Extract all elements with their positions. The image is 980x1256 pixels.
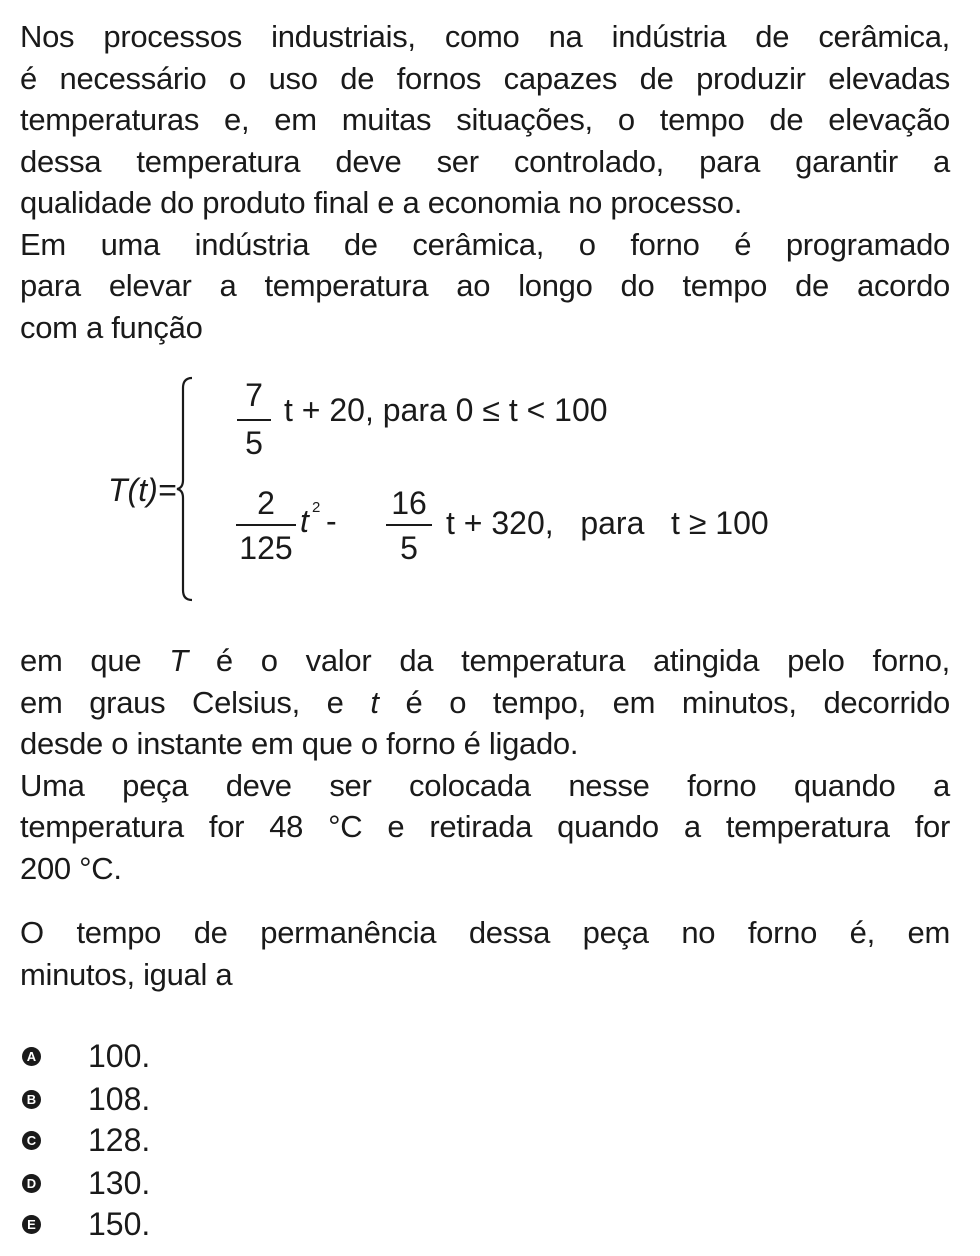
row1-expression (284, 394, 608, 426)
exponent: 2 (312, 499, 321, 516)
text-line (20, 682, 950, 724)
text-line: 200 °C. (20, 850, 122, 886)
fraction-bar (237, 419, 271, 421)
brace-icon (176, 376, 196, 602)
text-line: desde o instante em que o forno é ligado. (20, 726, 579, 761)
text-line (20, 640, 950, 682)
question-paragraph (20, 912, 950, 995)
text: é o tempo, em minutos, decorrido (378, 684, 950, 720)
text-line: para elevar a temperatura ao longo do tempo de acordo (20, 268, 950, 303)
row2-text: t + 320, para t ≥ 100 (446, 505, 769, 541)
text-line: minutos, igual a (20, 956, 233, 992)
option-letter-badge: B (22, 1090, 41, 1109)
text: em graus Celsius, e (20, 684, 371, 720)
fraction-numerator: 2 (257, 485, 275, 521)
intro-paragraph (20, 16, 950, 348)
text-line: temperatura for 48 °C e retirada quando a temperatura for (20, 809, 950, 844)
option-b[interactable] (22, 1079, 151, 1119)
option-a[interactable] (22, 1036, 151, 1076)
fraction-denominator: 125 (239, 530, 293, 566)
option-text: 108. (88, 1080, 151, 1117)
minus-sign: - (326, 503, 337, 539)
option-text: 130. (88, 1164, 151, 1201)
option-text: 150. (88, 1205, 151, 1242)
fraction-denominator: 5 (400, 530, 418, 566)
option-letter-badge: A (22, 1047, 41, 1066)
option-text: 100. (88, 1037, 151, 1074)
text-line: temperaturas e, em muitas situações, o tempo de elevação (20, 102, 950, 137)
variable-t: t (370, 684, 379, 720)
formula-lhs: T(t)= (108, 472, 177, 508)
text-line: qualidade do produto final e a economia no processo. (20, 185, 743, 220)
text: em que (20, 643, 170, 678)
fraction-bar (386, 524, 432, 526)
definitions-paragraph (20, 640, 950, 889)
text-line: O tempo de permanência dessa peça no forno é, em (20, 915, 950, 950)
option-letter-badge: E (22, 1215, 41, 1234)
fraction-numerator: 7 (245, 377, 263, 413)
variable-t: t (300, 503, 309, 539)
text-line: é necessário o uso de fornos capazes de produzir elevadas (20, 60, 950, 96)
text-line: com a função (20, 309, 203, 345)
text: é o valor da temperatura atingida pelo forno, (187, 643, 950, 678)
text-line: Nos processos industriais, como na indústria de cerâmica, (20, 19, 950, 54)
text-line: dessa temperatura deve ser controlado, para garantir a (20, 143, 950, 179)
variable-T: T (169, 643, 188, 678)
option-d[interactable] (22, 1163, 151, 1203)
row1-text: t + 20, para 0 ≤ t < 100 (284, 392, 608, 428)
fraction-numerator: 16 (391, 485, 427, 521)
fraction-bar (236, 524, 296, 526)
fraction-denominator: 5 (245, 425, 263, 461)
option-letter-badge: C (22, 1131, 41, 1150)
option-e[interactable] (22, 1204, 151, 1244)
text-line: Em uma indústria de cerâmica, o forno é programado (20, 226, 950, 262)
option-text: 128. (88, 1121, 151, 1158)
text-line: Uma peça deve ser colocada nesse forno quando a (20, 767, 950, 803)
option-letter-badge: D (22, 1174, 41, 1193)
option-c[interactable] (22, 1120, 151, 1160)
